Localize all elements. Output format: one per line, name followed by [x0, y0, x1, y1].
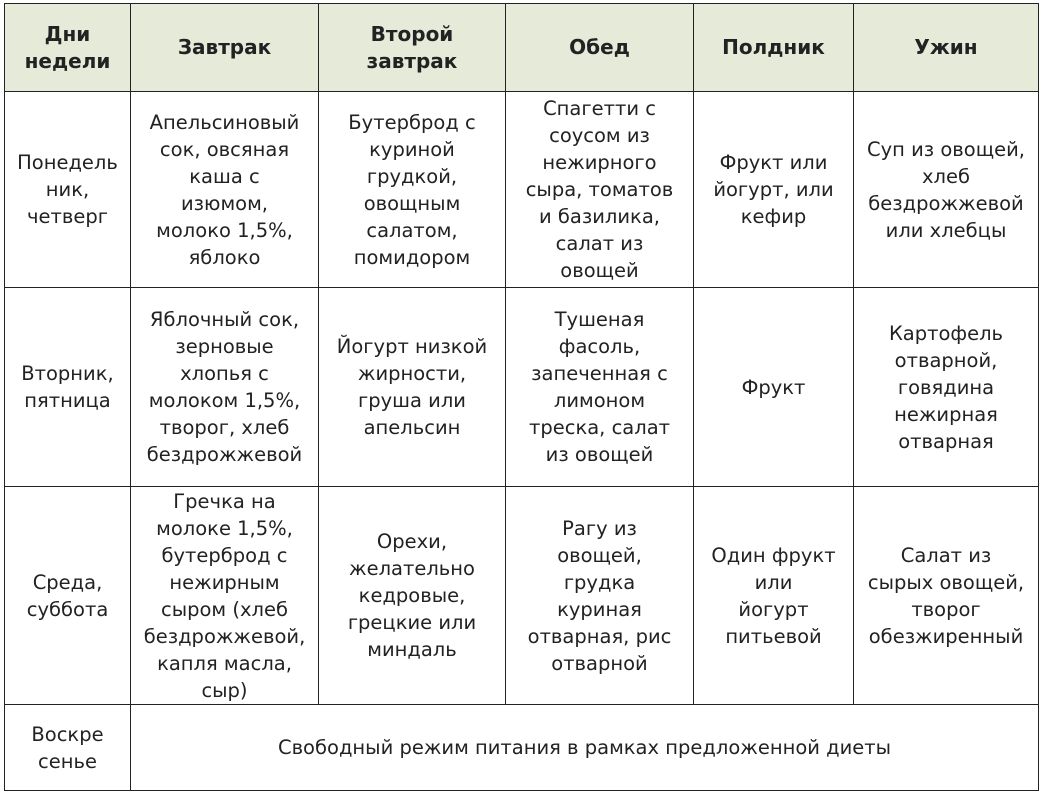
header-snack: Полдник	[694, 4, 854, 92]
header-dinner: Ужин	[854, 4, 1039, 92]
day-cell: Понедель ник, четверг	[5, 92, 131, 288]
header-breakfast: Завтрак	[131, 4, 319, 92]
meal-cell: Йогурт низкой жирности, груша или апельсин	[319, 288, 506, 487]
meal-cell: Рагу из овощей, грудка куриная отварная, рис отварной	[506, 487, 694, 705]
day-cell: Среда, суббота	[5, 487, 131, 705]
sunday-meal-cell: Свободный режим питания в рамках предложенной диеты	[131, 705, 1039, 791]
table-row	[5, 487, 1039, 705]
meal-cell: Тушеная фасоль, запеченная с лимоном треска, салат из овощей	[506, 288, 694, 487]
table-row	[5, 92, 1039, 288]
meal-cell: Апельсиновый сок, овсяная каша с изюмом, молоко 1,5%, яблоко	[131, 92, 319, 288]
meal-cell: Суп из овощей, хлеб бездрожжевой или хлебцы	[854, 92, 1039, 288]
meal-cell: Фрукт или йогурт, или кефир	[694, 92, 854, 288]
day-cell: Вторник, пятница	[5, 288, 131, 487]
header-row	[5, 4, 1039, 92]
meal-cell: Орехи, желательно кедровые, грецкие или миндаль	[319, 487, 506, 705]
day-cell: Воскре сенье	[5, 705, 131, 791]
meal-cell: Картофель отварной, говядина нежирная отварная	[854, 288, 1039, 487]
meal-cell: Гречка на молоке 1,5%, бутерброд с нежирным сыром (хлеб бездрожжевой, капля масла, сыр)	[131, 487, 319, 705]
meal-cell: Яблочный сок, зерновые хлопья с молоком 1,5%, творог, хлеб бездрожжевой	[131, 288, 319, 487]
meal-cell: Фрукт	[694, 288, 854, 487]
meal-cell: Салат из сырых овощей, творог обезжиренный	[854, 487, 1039, 705]
meal-cell: Один фрукт или йогурт питьевой	[694, 487, 854, 705]
table-row	[5, 288, 1039, 487]
header-days: Дни недели	[5, 4, 131, 92]
header-lunch: Обед	[506, 4, 694, 92]
table-row-sunday	[5, 705, 1039, 791]
weekly-meal-plan-table	[4, 3, 1039, 791]
header-second-breakfast: Второй завтрак	[319, 4, 506, 92]
meal-cell: Спагетти с соусом из нежирного сыра, томатов и базилика, салат из овощей	[506, 92, 694, 288]
meal-cell: Бутерброд с куриной грудкой, овощным салатом, помидором	[319, 92, 506, 288]
